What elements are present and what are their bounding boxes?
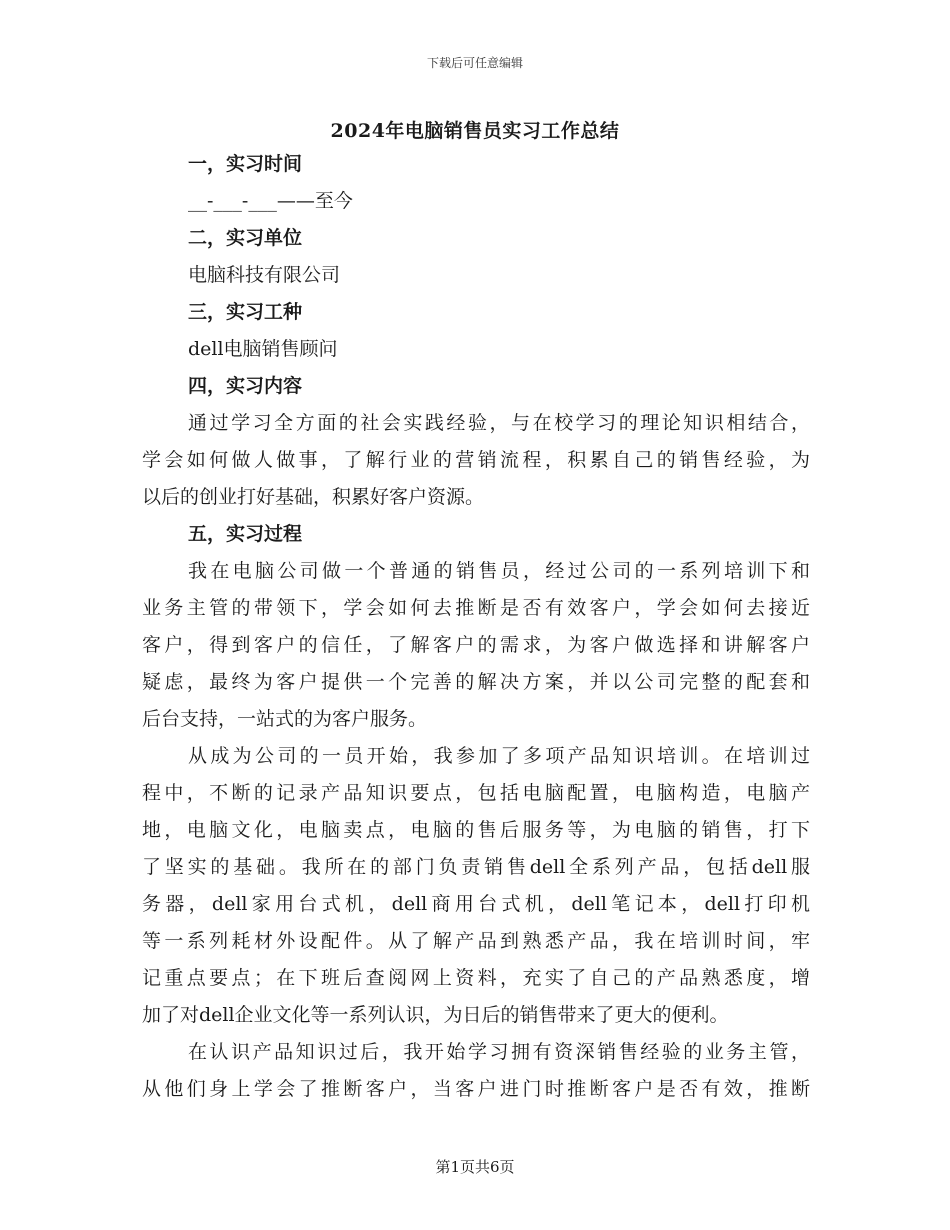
section-heading-content: 四，实习内容 [188,375,303,397]
section-value-time: __-___-___——至今 [188,190,353,212]
page-number: 第1页共6页 [435,1158,515,1176]
paragraph-line: 从成为公司的一员开始，我参加了多项产品知识培训。在培训过 [188,745,810,767]
paragraph-line: 学会如何做人做事，了解行业的营销流程，积累自己的销售经验，为 [142,449,810,471]
paragraph-line: 务器，dell家用台式机，dell商用台式机，dell笔记本，dell打印机 [142,893,810,915]
document-title: 2024年电脑销售员实习工作总结 [330,120,620,142]
paragraph-line: 我在电脑公司做一个普通的销售员，经过公司的一系列培训下和 [188,560,810,582]
section-heading-process: 五，实习过程 [188,523,303,545]
section-value-unit: 电脑科技有限公司 [188,264,341,286]
header-note: 下载后可任意编辑 [426,56,523,70]
paragraph-process-3 [142,1034,810,1108]
paragraph-line: 后台支持，一站式的为客户服务。 [142,708,428,730]
paragraph-process-1 [142,553,810,738]
paragraph-line: 程中，不断的记录产品知识要点，包括电脑配置，电脑构造，电脑产 [142,782,810,804]
paragraph-line: 了坚实的基础。我所在的部门负责销售dell全系列产品，包括dell服 [142,856,810,878]
paragraph-line: 客户，得到客户的信任，了解客户的需求，为客户做选择和讲解客户 [142,634,810,656]
paragraph-line: 记重点要点；在下班后查阅网上资料，充实了自己的产品熟悉度，增 [142,967,810,989]
section-heading-time: 一，实习时间 [188,153,303,175]
paragraph-line: 通过学习全方面的社会实践经验，与在校学习的理论知识相结合， [188,412,810,434]
paragraph-line: 加了对dell企业文化等一系列认识，为日后的销售带来了更大的便利。 [142,1004,729,1026]
section-heading-type: 三，实习工种 [188,301,303,323]
paragraph-line: 业务主管的带领下，学会如何去推断是否有效客户，学会如何去接近 [142,597,810,619]
paragraph-line: 以后的创业打好基础，积累好客户资源。 [142,486,485,508]
paragraph-process-2 [142,738,810,1034]
section-value-type: dell电脑销售顾问 [188,338,338,360]
paragraph-line: 等一系列耗材外设配件。从了解产品到熟悉产品，我在培训时间，牢 [142,930,810,952]
section-heading-unit: 二，实习单位 [188,227,303,249]
paragraph-line: 在认识产品知识过后，我开始学习拥有资深销售经验的业务主管， [188,1041,810,1063]
paragraph-line: 地，电脑文化，电脑卖点，电脑的售后服务等，为电脑的销售，打下 [142,819,810,841]
paragraph-line: 从他们身上学会了推断客户，当客户进门时推断客户是否有效，推断 [142,1078,810,1100]
document-body [142,146,810,1108]
paragraph-content [142,405,810,516]
paragraph-line: 疑虑，最终为客户提供一个完善的解决方案，并以公司完整的配套和 [142,671,810,693]
